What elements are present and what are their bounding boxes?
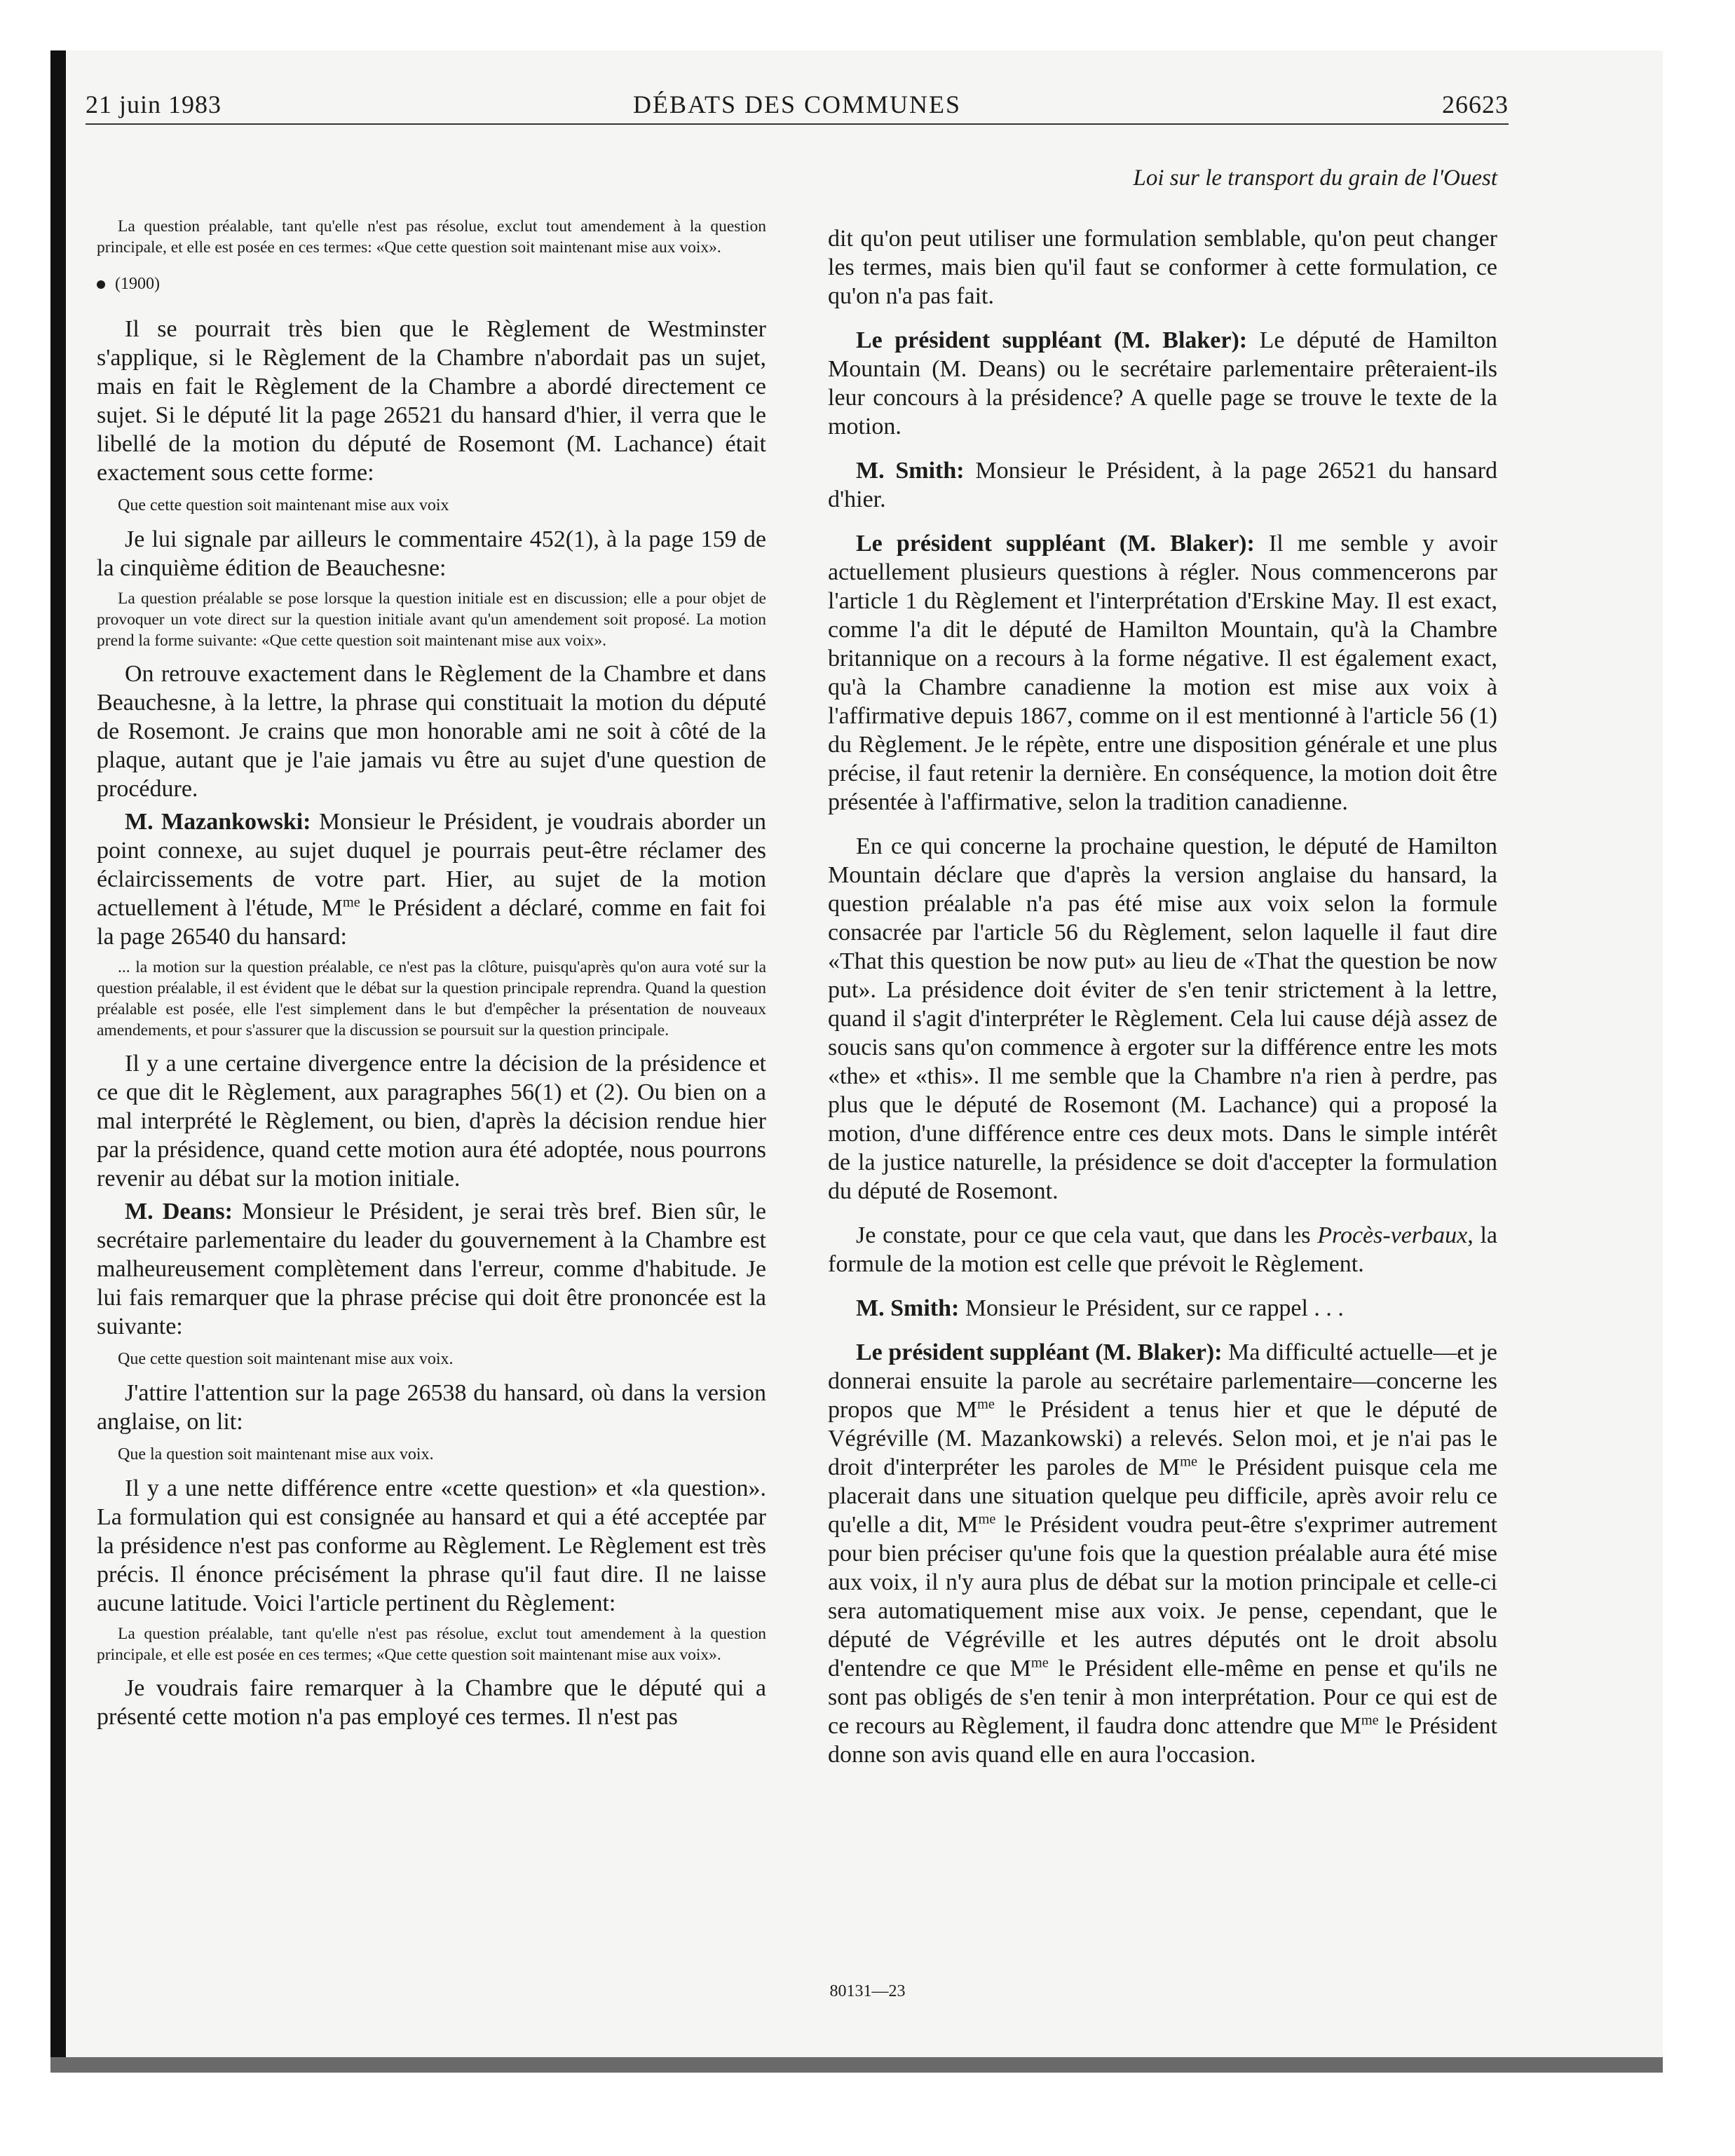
header-rule [86,123,1509,125]
header-title: DÉBATS DES COMMUNES [632,90,962,118]
paragraph: M. Mazankowski: Monsieur le Président, je voudrais aborder un point connexe, au sujet duquel je pourrais peut-être réclamer des éclaircissements de votre part. Hier, au sujet de la motion actuellement à l'étude, $M^{me}$ le Président a déclaré, comme en fait foi la page 26540 du hansard: [97,809,766,950]
speaker-name: Le président suppléant (M. Blaker): [856,1339,1223,1365]
speaker-name: M. Smith: [856,458,965,484]
running-title: Loi sur le transport du grain de l'Ouest [1133,165,1497,191]
right-column [828,224,1497,1773]
quote-block: Que la question soit maintenant mise aux voix. [118,1445,434,1464]
paragraph: Le président suppléant (M. Blaker): Le député de Hamilton Mountain (M. Deans) ou le secrétaire parlementaire prêteraient-ils leur concours à la présidence? A quelle page se trouve le texte de la motion. [828,327,1497,439]
paragraph: Il y a une certaine divergence entre la décision de la présidence et ce que dit le Règlement, aux paragraphes 56(1) et (2). Ou bien on a mal interprété le Règlement, ou bien, d'après la décision rendue hier par la présidence, quand cette motion aura été adoptée, nous pourrons revenir au débat sur la motion initiale. [97,1051,766,1192]
paragraph: J'attire l'attention sur la page 26538 du hansard, où dans la version anglaise, on lit: [97,1380,766,1435]
quote-block: La question préalable, tant qu'elle n'est pas résolue, exclut tout amendement à la question principale, et elle est posée en ces termes: «Que cette question soit maintenant mise aux voix». [97,217,766,257]
scan-border-left [50,50,66,2069]
paragraph: M. Smith: Monsieur le Président, à la page 26521 du hansard d'hier. [828,458,1497,512]
paragraph: M. Smith: Monsieur le Président, sur ce rappel . . . [856,1295,1344,1321]
page-header [86,90,1509,122]
paragraph: dit qu'on peut utiliser une formulation semblable, qu'on peut changer les termes, mais bien qu'il faut se conformer à cette formulation, ce qu'on n'a pas fait. [828,226,1497,309]
left-column [97,210,766,1735]
paragraph: Le président suppléant (M. Blaker): Il me semble y avoir actuellement plusieurs questions à régler. Nous commencerons par l'article 1 du Règlement et l'interprétation d'Erskine May. Il est exact, comme l'a dit le député de Hamilton Mountain, qu'à la Chambre britannique on a recours à la forme négative. Il est également exact, qu'à la Chambre canadienne la motion est mise aux voix à l'affirmative depuis 1867, comme on il est mentionné à l'article 56 (1) du Règlement. Je le répète, entre une disposition générale et une plus précise, il faut retenir la dernière. En conséquence, la motion doit être présentée à l'affirmative, selon la tradition canadienne. [828,531,1497,815]
speaker-name: M. Deans: [125,1199,233,1224]
bullet-icon [97,280,105,289]
time-label: (1900) [115,275,160,293]
speaker-name: Le président suppléant (M. Blaker): [856,327,1248,353]
header-page-number: 26623 [1442,90,1509,118]
paragraph: Je constate, pour ce que cela vaut, que dans les Procès-verbaux, la formule de la motion est celle que prévoit le Règlement. [828,1222,1497,1277]
speaker-name: Le président suppléant (M. Blaker): [856,531,1255,557]
time-marker [97,275,766,294]
speaker-name: M. Mazankowski: [125,809,311,835]
quote-block: Que cette question soit maintenant mise aux voix [118,496,449,514]
paragraph: Je voudrais faire remarquer à la Chambre que le député qui a présenté cette motion n'a pas employé ces termes. Il n'est pas [97,1675,766,1730]
paragraph: En ce qui concerne la prochaine question, le député de Hamilton Mountain déclare que d'après la version anglaise du hansard, la question préalable n'a pas été mise aux voix selon la formule consacrée par l'article 56 du Règlement, selon laquelle il faut dire «That this question be now put» au lieu de «That the question be now put». La présidence doit éviter de s'en tenir strictement à la lettre, quand il s'agit d'interpréter le Règlement. Cela lui cause déjà assez de soucis sans qu'on commence à ergoter sur la différence entre les mots «the» et «this». Il me semble que la Chambre n'a rien à perdre, pas plus que le député de Rosemont (M. Lachance) qui a proposé la motion, d'une différence entre ces deux mots. Dans le simple intérêt de la justice naturelle, la présidence se doit d'accepter la formulation du député de Rosemont. [828,833,1497,1204]
paragraph: M. Deans: Monsieur le Président, je serai très bref. Bien sûr, le secrétaire parlementaire du leader du gouvernement à la Chambre est malheureusement complètement dans l'erreur, comme d'habitude. Je lui fais remarquer que la phrase précise qui doit être prononcée est la suivante: [97,1199,766,1339]
paragraph: Le président suppléant (M. Blaker): Ma difficulté actuelle—et je donnerai ensuite la parole au secrétaire parlementaire—concerne les propos que $M^{me}$ le Président a tenus hier et que le député de Végréville (M. Mazankowski) a relevés. Selon moi, et je n'ai pas le droit d'interpréter les paroles de $M^{me}$ le Président puisque cela me placerait dans une situation quelque peu difficile, après avoir relu ce qu'elle a dit, $M^{me}$ le Président voudra peut-être s'exprimer autrement pour bien préciser qu'une fois que la question préalable aura été mise aux voix, il n'y aura plus de débat sur la motion principale et celle-ci sera automatiquement mise aux voix. Je pense, cependant, que le député de Végréville et les autres députés ont le droit absolu d'entendre ce que $M^{me}$ le Président elle-même en pense et qu'ils ne sont pas obligés de s'en tenir à mon interprétation. Pour ce qui est de ce recours au Règlement, il faudra donc attendre que $M^{me}$ le Président donne son avis quand elle en aura l'occasion. [828,1339,1497,1768]
page-footer-code: 80131—23 [829,1982,906,2000]
header-date: 21 juin 1983 [86,90,222,118]
quote-block: Que cette question soit maintenant mise aux voix. [118,1350,454,1368]
quote-block: La question préalable se pose lorsque la question initiale est en discussion; elle a pour objet de provoquer un vote direct sur la question initiale avant qu'un amendement soit proposé. La motion prend la forme suivante: «Que cette question soit maintenant mise aux voix». [97,589,766,650]
paragraph: Je lui signale par ailleurs le commentaire 452(1), à la page 159 de la cinquième édition de Beauchesne: [97,526,766,581]
paragraph: On retrouve exactement dans le Règlement de la Chambre et dans Beauchesne, à la lettre, la phrase qui constituait la motion du député de Rosemont. Je crains que mon honorable ami ne soit à côté de la plaque, autant que je l'aie jamais vu être au sujet d'une question de procédure. [97,661,766,802]
quote-block: La question préalable, tant qu'elle n'est pas résolue, exclut tout amendement à la question principale, et elle est posée en ces termes; «Que cette question soit maintenant mise aux voix». [97,1625,766,1664]
scan-border-bottom [50,2057,1663,2073]
speaker-name: M. Smith: [856,1295,960,1321]
paragraph: Il se pourrait très bien que le Règlement de Westminster s'applique, si le Règlement de la Chambre n'abordait pas un sujet, mais en fait le Règlement de la Chambre a abordé directement ce sujet. Si le député lit la page 26521 du hansard d'hier, il verra que le libellé de la motion du député de Rosemont (M. Lachance) était exactement sous cette forme: [97,316,766,486]
paragraph: Il y a une nette différence entre «cette question» et «la question». La formulation qui est consignée au hansard et qui a été acceptée par la présidence n'est pas conforme au Règlement. Le Règlement est très précis. Il énonce précisément la phrase qu'il faut dire. Il ne laisse aucune latitude. Voici l'article pertinent du Règlement: [97,1475,766,1616]
quote-block: ... la motion sur la question préalable, ce n'est pas la clôture, puisqu'après qu'on aura voté sur la question préalable, il est évident que le débat sur la question principale reprendra. Quand la question préalable est posée, elle l'est simplement dans le but d'empêcher la présentation de nouveaux amendements, et pour s'assurer que la discussion se poursuit sur la question principale. [97,958,766,1039]
